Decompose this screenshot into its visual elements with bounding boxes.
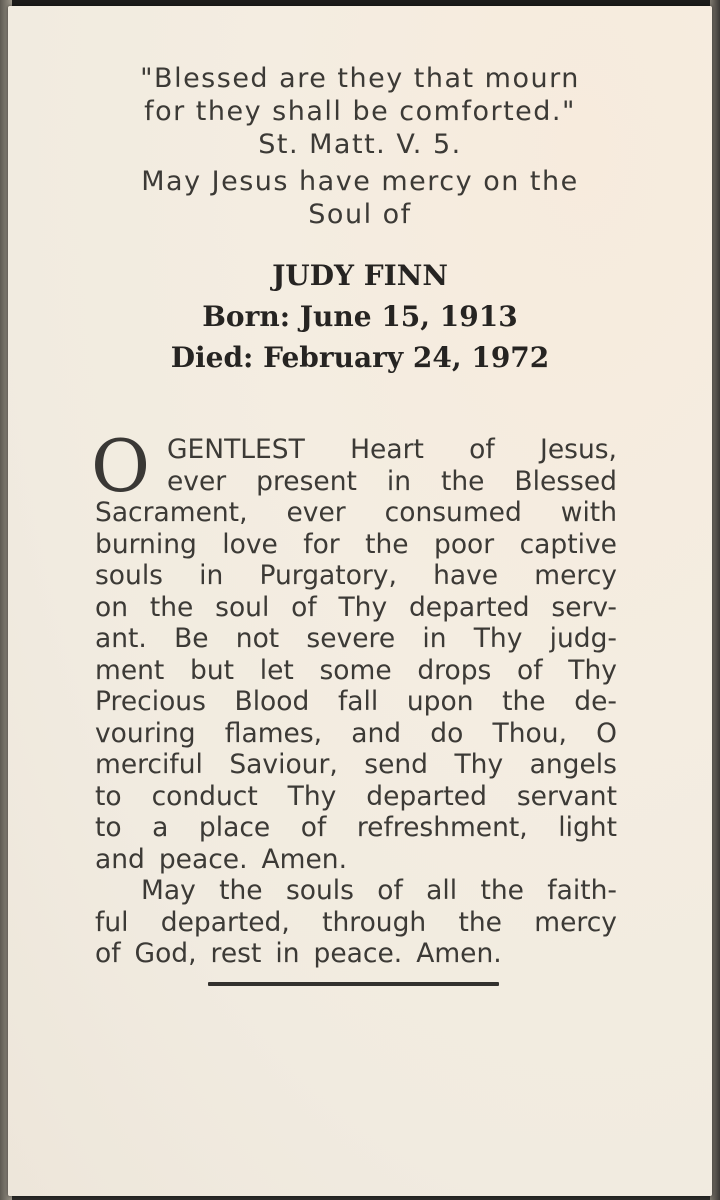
- prayer-line: [95, 434, 617, 466]
- prayer-word: Purgatory,: [259, 560, 397, 591]
- prayer-word: Thou,: [492, 717, 567, 749]
- prayer-word: mercy: [534, 560, 617, 591]
- prayer-word: Blessed: [514, 465, 617, 497]
- prayer-word: love: [222, 528, 278, 560]
- prayer-word: Sacrament,: [95, 497, 248, 528]
- prayer-word: in: [386, 465, 411, 497]
- prayer-word: poor: [434, 528, 495, 560]
- prayer-word: have: [433, 560, 499, 591]
- death-date: Died: February 24, 1972: [170, 341, 550, 374]
- prayer-word: Be: [174, 623, 209, 654]
- prayer-line: [95, 655, 617, 687]
- prayer-word: fall: [337, 686, 379, 717]
- prayer-word: soul: [215, 591, 270, 623]
- prayer-line: [95, 529, 617, 561]
- prayer-line: [95, 844, 617, 876]
- prayer-word: departed: [408, 591, 530, 623]
- prayer-word: ant.: [95, 623, 147, 654]
- prayer-word: Heart: [350, 434, 424, 465]
- prayer-word: on: [95, 591, 129, 623]
- prayer-word: of: [469, 434, 495, 465]
- prayer-word: Amen.: [416, 938, 502, 969]
- prayer-word: the: [440, 465, 485, 497]
- prayer-word: some: [319, 654, 392, 686]
- prayer-line: [95, 938, 617, 970]
- prayer-line: [95, 623, 617, 655]
- prayer-word: Thy: [473, 623, 523, 654]
- verse-line-2: for they shall be comforted.": [144, 96, 576, 127]
- prayer-word: all: [426, 875, 458, 906]
- prayer-word: flames,: [224, 717, 323, 749]
- prayer-word: ever: [286, 497, 346, 528]
- prayer-word: but: [190, 654, 235, 686]
- prayer-word: the: [502, 686, 546, 717]
- prayer-word: the: [149, 591, 194, 623]
- prayer-word: judg-: [549, 623, 617, 654]
- prayer-word: departed: [366, 780, 487, 812]
- verse-citation: St. Matt. V. 5.: [258, 129, 462, 160]
- prayer-word: a: [152, 812, 169, 843]
- prayer-word: and: [351, 717, 402, 749]
- prayer-line: [95, 718, 617, 750]
- prayer-word: consumed: [384, 497, 522, 528]
- prayer-word: Thy: [287, 780, 337, 812]
- prayer-word: severe: [306, 623, 396, 654]
- prayer-word: of: [300, 812, 327, 843]
- prayer-line: [95, 749, 617, 781]
- prayer-word: let: [259, 654, 294, 686]
- prayer-word: Thy: [568, 654, 617, 686]
- prayer-word: light: [558, 812, 617, 843]
- prayer-word: through: [322, 906, 427, 938]
- prayer-word: Amen.: [261, 843, 347, 875]
- prayer-word: peace.: [158, 843, 248, 875]
- prayer-word: of: [95, 938, 121, 969]
- divider-rule: [208, 982, 499, 986]
- prayer-word: do: [430, 717, 464, 749]
- prayer-word: souls: [95, 560, 163, 591]
- prayer-word: upon: [406, 686, 474, 717]
- prayer-word: in: [199, 560, 224, 591]
- prayer-word: in: [422, 623, 447, 654]
- prayer-word: captive: [519, 528, 617, 560]
- prayer-word: the: [458, 906, 502, 938]
- prayer-word: Saviour,: [229, 749, 338, 780]
- prayer-word: to: [95, 780, 122, 812]
- prayer-line: [95, 497, 617, 529]
- drop-cap: O: [91, 424, 151, 508]
- prayer-word: and: [95, 843, 145, 875]
- prayer-line: [95, 592, 617, 624]
- mercy-line-2: Soul of: [308, 199, 412, 230]
- mercy-line-1: May Jesus have mercy on the: [141, 166, 579, 197]
- prayer-line: [95, 812, 617, 844]
- prayer-word: Thy: [338, 591, 388, 623]
- prayer-word: Jesus,: [540, 434, 617, 465]
- prayer-line: [95, 875, 617, 907]
- verse-block: [0, 62, 720, 231]
- prayer-word: ever: [167, 465, 227, 497]
- prayer-word: of: [377, 875, 403, 906]
- prayer-line: [95, 560, 617, 592]
- prayer-line: [95, 686, 617, 718]
- prayer-word: peace.: [313, 938, 403, 969]
- prayer-word: serv-: [551, 591, 617, 623]
- prayer-word: for: [303, 528, 340, 560]
- prayer-line: [95, 466, 617, 498]
- prayer-word: conduct: [151, 780, 258, 812]
- prayer-word: to: [95, 812, 122, 843]
- prayer-word: present: [256, 465, 357, 497]
- prayer-word: Thy: [454, 749, 504, 780]
- prayer-word: servant: [516, 780, 617, 812]
- prayer-word: souls: [285, 875, 354, 906]
- prayer-word: ment: [95, 654, 165, 686]
- prayer-word: O: [596, 717, 617, 749]
- prayer-word: de-: [574, 686, 617, 717]
- prayer-word: with: [560, 497, 617, 528]
- prayer-text: [91, 424, 617, 970]
- prayer-word: of: [291, 591, 317, 623]
- deceased-block: [0, 255, 720, 378]
- prayer-word: the: [365, 528, 409, 560]
- prayer-word: departed,: [160, 906, 290, 938]
- birth-date: Born: June 15, 1913: [202, 300, 518, 333]
- prayer-word: send: [364, 749, 428, 780]
- prayer-word: mercy: [534, 906, 617, 938]
- prayer-word: drops: [417, 654, 492, 686]
- prayer-word: rest: [210, 938, 262, 969]
- prayer-word: GENTLEST: [167, 434, 305, 465]
- prayer-line: [95, 781, 617, 813]
- verse-line-1: "Blessed are they that mourn: [140, 63, 580, 94]
- prayer-word: angels: [529, 749, 617, 780]
- prayer-word: vouring: [95, 717, 196, 749]
- prayer-word: May: [141, 875, 196, 906]
- prayer-word: of: [517, 654, 543, 686]
- prayer-line: [95, 907, 617, 939]
- prayer-word: Blood: [234, 686, 310, 717]
- prayer-word: merciful: [95, 749, 203, 780]
- deceased-name: JUDY FINN: [272, 259, 448, 292]
- prayer-word: not: [235, 623, 280, 654]
- prayer-word: the: [219, 875, 263, 906]
- prayer-word: Precious: [95, 686, 206, 717]
- prayer-word: ful: [95, 906, 129, 938]
- prayer-word: place: [198, 812, 271, 843]
- prayer-word: burning: [95, 528, 197, 560]
- prayer-word: the: [480, 875, 524, 906]
- prayer-word: faith-: [547, 875, 617, 906]
- prayer-word: God,: [134, 938, 197, 969]
- prayer-word: refreshment,: [356, 812, 528, 843]
- prayer-word: in: [275, 938, 300, 969]
